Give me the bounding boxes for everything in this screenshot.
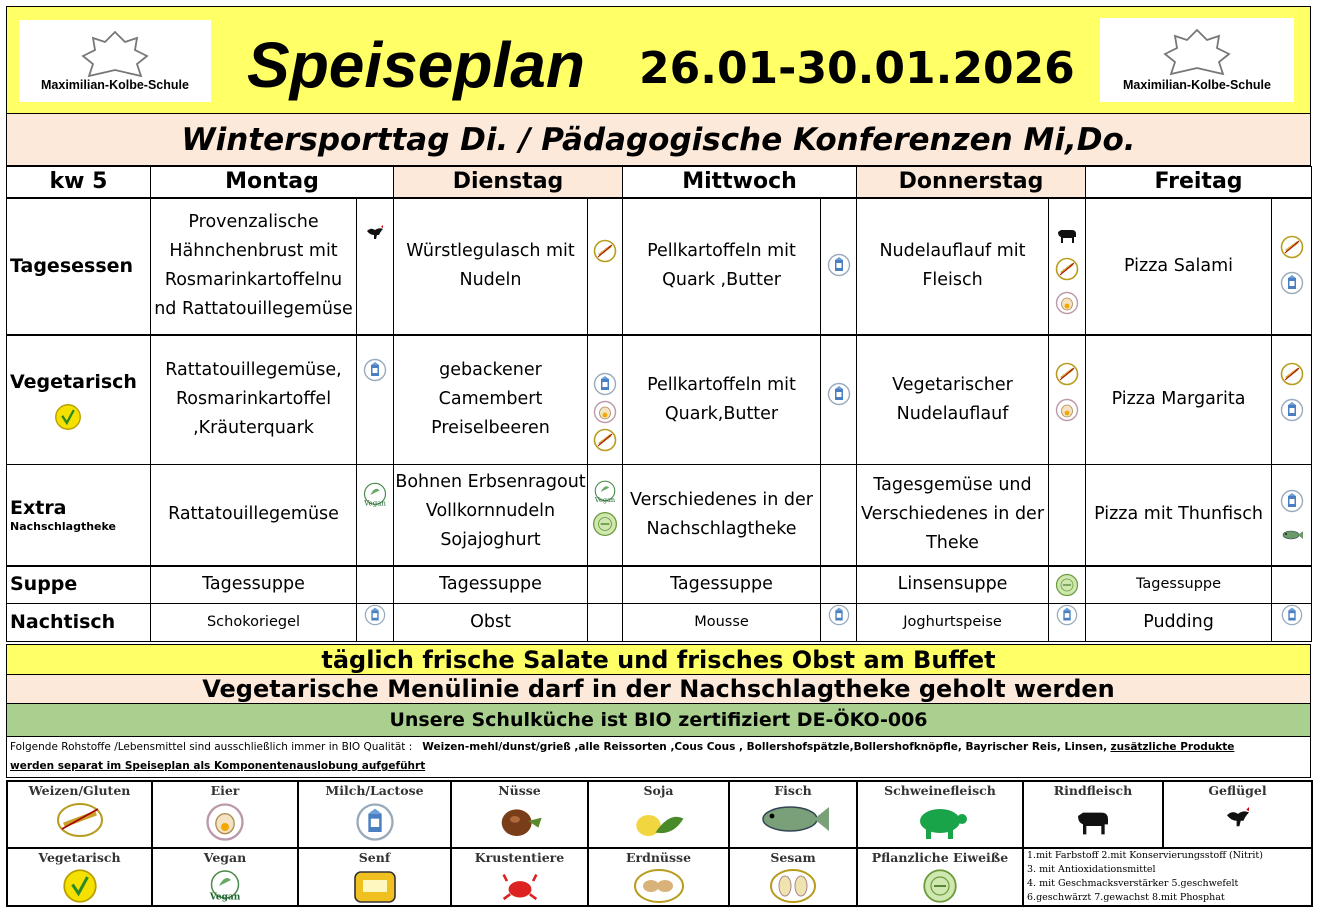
meal-cell: [1086, 465, 1272, 566]
legend-label: Fisch: [774, 783, 812, 798]
meal-text: gebackener Camembert Preiselbeeren: [431, 360, 550, 439]
legend-label: Rindfleisch: [1053, 783, 1133, 798]
legend-item: [152, 848, 298, 906]
wheat-icon: [593, 239, 617, 263]
meal-text: Verschiedenes in der Nachschlagtheke: [629, 489, 814, 539]
fish-icon: [757, 801, 829, 837]
additive-note: 3. mit Antioxidationsmittel: [1027, 864, 1156, 875]
meal-text: Rattatouillegemüse, Rosmarinkartoffel ,Kräuterquark: [165, 360, 342, 439]
table-row-nachtisch: [7, 604, 1312, 642]
allergen-icons: [1272, 465, 1312, 566]
meal-cell: [394, 198, 588, 335]
milk-icon: [355, 801, 395, 843]
allergen-icons: [1049, 465, 1086, 566]
legend-item: [7, 781, 152, 848]
meal-text: Pizza mit Thunfisch: [1094, 504, 1263, 525]
legend-label: Vegetarisch: [38, 850, 121, 865]
meal-cell: Tagessuppe: [1086, 566, 1272, 604]
wheat-icon: [1055, 257, 1079, 281]
meal-text: Bohnen Erbsenragout Vollkornnudeln Sojajoghurt: [395, 472, 586, 551]
meal-text: Würstlegulasch mit Nudeln: [406, 241, 575, 290]
allergen-icons: [357, 566, 394, 604]
row-label: Extra: [10, 496, 67, 519]
meal-cell: [151, 335, 357, 465]
plant-protein-icon: [592, 511, 618, 537]
date-range: 26.01-30.01.2026: [639, 43, 1075, 94]
legend-label: Senf: [358, 850, 391, 865]
allergen-icons: [1272, 198, 1312, 335]
additive-note: 6.geschwärzt 7.gewachst 8.mit Phosphat: [1027, 892, 1225, 903]
table-header-row: [7, 167, 1312, 198]
milk-icon: [1281, 604, 1303, 626]
meal-text: Provenzalische Hähnchenbrust mit Rosmarinkartoffelnu nd Rattatouillegemüse: [154, 212, 353, 319]
meal-cell: [1086, 335, 1272, 465]
additive-note: 4. mit Geschmacksverstärker 5.geschwefelt: [1027, 878, 1239, 889]
legend-item: [729, 848, 857, 906]
subtitle-banner: Wintersporttag Di. / Pädagogische Konferenzen Mi,Do.: [6, 114, 1311, 166]
meal-cell: [394, 465, 588, 566]
allergen-icons: [1272, 604, 1312, 642]
table-row-tagesessen: [7, 198, 1312, 335]
table-row-extra: [7, 465, 1312, 566]
school-logo-icon: [1157, 26, 1237, 78]
row-label: Vegetarisch: [10, 371, 137, 394]
milk-icon: [1280, 271, 1304, 295]
week-label: kw 5: [7, 167, 151, 198]
allergen-icons: [588, 604, 623, 642]
plant-protein-icon: [1055, 573, 1079, 597]
milk-icon: [364, 604, 386, 626]
allergen-icons: [821, 198, 857, 335]
mustard-icon: [349, 868, 401, 904]
wheat-icon: [1280, 235, 1304, 259]
milk-icon: [827, 382, 851, 406]
egg-icon: [593, 400, 617, 424]
meal-cell: [857, 198, 1049, 335]
meal-text: Pellkartoffeln mit Quark ,Butter: [647, 241, 796, 290]
wheat-icon: [56, 801, 104, 839]
legend-label: Schweinefleisch: [884, 783, 996, 798]
legend-label: Sesam: [770, 850, 816, 865]
legend-item: [152, 781, 298, 848]
salad-banner: täglich frische Salate und frisches Obst am Buffet: [6, 644, 1311, 675]
legend-item: [588, 848, 729, 906]
row-label-cell: [7, 465, 151, 566]
meal-cell: Tagessuppe: [394, 566, 588, 604]
vegetarian-icon: [54, 403, 82, 431]
table-row-vegetarisch: [7, 335, 1312, 465]
allergen-icons: [821, 604, 857, 642]
row-sublabel: Nachschlagtheke: [10, 519, 116, 533]
allergen-icons: [1049, 335, 1086, 465]
bio-note-extra: zusätzliche Produkte: [1110, 741, 1235, 753]
row-label: Suppe: [7, 566, 151, 604]
allergen-icons: [1049, 198, 1086, 335]
meal-cell: [623, 465, 821, 566]
additives-list: [1023, 848, 1312, 906]
milk-icon: [828, 604, 850, 626]
meal-cell: Tagessuppe: [623, 566, 821, 604]
legend-item: [857, 848, 1023, 906]
milk-icon: [1056, 604, 1078, 626]
nut-icon: [495, 801, 545, 841]
legend-label: Krustentiere: [474, 850, 565, 865]
table-row-suppe: [7, 566, 1312, 604]
school-logo-icon: [75, 28, 155, 80]
menu-table: [6, 166, 1312, 642]
cow-icon: [1055, 223, 1079, 247]
bio-certification-banner: Unsere Schulküche ist BIO zertifiziert DE-ÖKO-006: [6, 704, 1311, 737]
meal-cell: [623, 198, 821, 335]
meal-cell: Obst: [394, 604, 588, 642]
bio-note-extra-2: werden separat im Speiseplan als Komponentenauslobung aufgeführt: [10, 760, 426, 772]
wheat-icon: [1055, 362, 1079, 386]
legend-label: Soja: [643, 783, 674, 798]
allergen-icons: [821, 465, 857, 566]
meal-cell: Pudding: [1086, 604, 1272, 642]
legend-row: [7, 848, 1312, 906]
allergen-icons: [357, 604, 394, 642]
allergen-icons: [588, 465, 623, 566]
meal-text: Pizza Salami: [1124, 255, 1234, 276]
row-label: Nachtisch: [7, 604, 151, 642]
meal-cell: [623, 335, 821, 465]
allergen-icons: [821, 335, 857, 465]
header-banner: [6, 6, 1311, 114]
legend-item: [729, 781, 857, 848]
crab-icon: [500, 868, 540, 904]
vegetarian-icon: [62, 868, 98, 904]
additive-note: 1.mit Farbstoff 2.mit Konservierungsstoff (Nitrit): [1027, 850, 1263, 861]
day-header-mittwoch: Mittwoch: [623, 167, 857, 198]
egg-icon: [1055, 291, 1079, 315]
milk-icon: [827, 253, 851, 277]
allergen-icons: [1049, 566, 1086, 604]
legend-item: [1023, 781, 1163, 848]
legend-label: Weizen/Gluten: [28, 783, 131, 798]
allergen-icons: [588, 335, 623, 465]
meal-cell: Joghurtspeise: [857, 604, 1049, 642]
legend-row: [7, 781, 1312, 848]
milk-icon: [1280, 398, 1304, 422]
legend-item: [1163, 781, 1312, 848]
legend-item: [298, 781, 451, 848]
allergen-icons: [1272, 335, 1312, 465]
legend-label: Milch/Lactose: [325, 783, 424, 798]
vegetarian-line-banner: Vegetarische Menülinie darf in der Nachschlagtheke geholt werden: [6, 675, 1311, 704]
bio-note-items: Weizen-mehl/dunst/grieß ,alle Reissorten ,Cous Cous , Bollershofspätzle,Bollershofknöpfle, Bayrischer Reis, Linsen,: [422, 741, 1108, 753]
logo-text: Maximilian-Kolbe-Schule: [1123, 78, 1271, 92]
allergen-icons: [357, 198, 394, 335]
sesame-icon: [767, 868, 819, 904]
meal-text: Vegetarischer Nudelauflauf: [892, 374, 1013, 424]
legend-item: [451, 848, 588, 906]
day-header-freitag: Freitag: [1086, 167, 1312, 198]
meal-text: Rattatouillegemüse: [168, 504, 339, 525]
legend-item: [7, 848, 152, 906]
legend-label: Eier: [210, 783, 240, 798]
meal-cell: [151, 198, 357, 335]
meal-cell: [394, 335, 588, 465]
pig-icon: [912, 801, 968, 841]
soy-icon: [631, 801, 687, 843]
allergen-icons: [357, 335, 394, 465]
legend-label: Geflügel: [1208, 783, 1267, 798]
school-logo-right: [1100, 18, 1294, 102]
page-title: Speiseplan: [247, 29, 585, 101]
legend-label: Vegan: [203, 850, 247, 865]
legend-item: [857, 781, 1023, 848]
allergen-icons: [357, 465, 394, 566]
bio-note-intro: Folgende Rohstoffe /Lebensmittel sind ausschließlich immer in BIO Qualität :: [10, 741, 413, 753]
meal-cell: Linsensuppe: [857, 566, 1049, 604]
day-header-dienstag: Dienstag: [394, 167, 623, 198]
vegan-icon: [592, 479, 618, 505]
legend-label: Erdnüsse: [625, 850, 692, 865]
legend-item: [451, 781, 588, 848]
milk-icon: [363, 358, 387, 382]
allergen-icons: [821, 566, 857, 604]
wheat-icon: [1280, 362, 1304, 386]
meal-text: Pellkartoffeln mit Quark,Butter: [647, 374, 796, 424]
meal-cell: Mousse: [623, 604, 821, 642]
egg-icon: [1055, 398, 1079, 422]
allergen-icons: [588, 566, 623, 604]
legend-item: [298, 848, 451, 906]
legend-label: Pflanzliche Eiweiße: [871, 850, 1009, 865]
meal-text: Tagesgemüse und Verschiedenes in der Theke: [860, 475, 1045, 554]
meal-cell: [857, 465, 1049, 566]
row-label: Tagesessen: [7, 198, 151, 335]
school-logo-left: [19, 20, 211, 102]
meal-cell: [857, 335, 1049, 465]
vegan-icon: [361, 481, 389, 509]
logo-text: Maximilian-Kolbe-Schule: [41, 78, 189, 92]
meal-text: Pizza Margarita: [1111, 389, 1246, 410]
meal-text: Nudelauflauf mit Fleisch: [879, 241, 1026, 290]
meal-cell: Tagessuppe: [151, 566, 357, 604]
row-label-cell: [7, 335, 151, 465]
meal-cell: [151, 465, 357, 566]
wheat-icon: [593, 428, 617, 452]
egg-icon: [205, 801, 245, 843]
plant-protein-icon: [922, 868, 958, 904]
bio-note: [6, 737, 1311, 778]
meal-cell: [1086, 198, 1272, 335]
allergen-icons: [1272, 566, 1312, 604]
day-header-montag: Montag: [151, 167, 394, 198]
allergen-legend: [6, 780, 1313, 907]
legend-label: Nüsse: [498, 783, 541, 798]
milk-icon: [1280, 489, 1304, 513]
day-header-donnerstag: Donnerstag: [857, 167, 1086, 198]
peanut-icon: [631, 868, 687, 904]
fish-icon: [1279, 523, 1305, 547]
chicken-icon: [363, 221, 387, 245]
meal-cell: Schokoriegel: [151, 604, 357, 642]
allergen-icons: [588, 198, 623, 335]
chicken-icon: [1220, 801, 1256, 835]
legend-item: [588, 781, 729, 848]
vegan-icon: [201, 868, 249, 904]
milk-icon: [593, 372, 617, 396]
allergen-icons: [1049, 604, 1086, 642]
cow-icon: [1071, 801, 1115, 841]
